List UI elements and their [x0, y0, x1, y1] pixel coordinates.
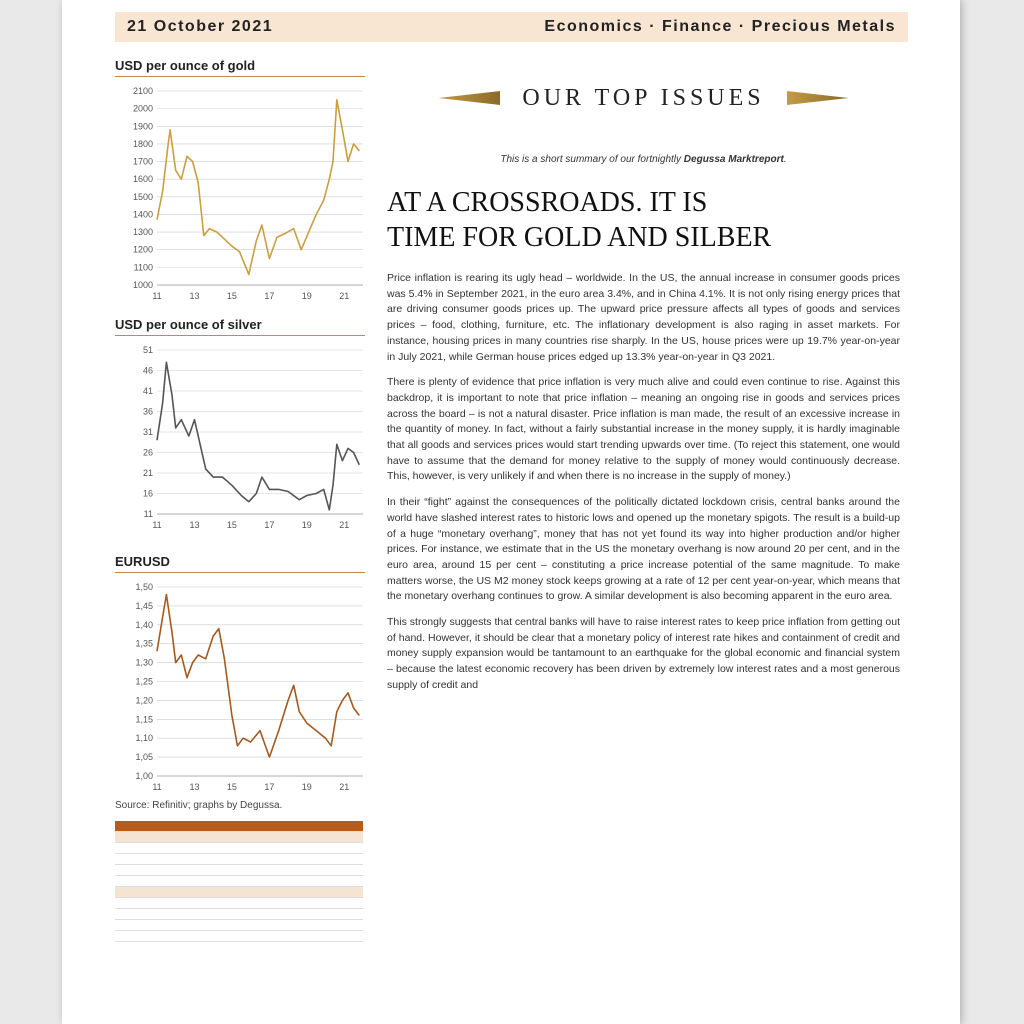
- top-issues-heading: OUR TOP ISSUES: [522, 84, 765, 111]
- y-tick-label: 1700: [132, 156, 153, 167]
- x-tick-label: 17: [264, 520, 275, 530]
- y-tick-label: 1800: [132, 138, 153, 149]
- top-issues-banner: [387, 80, 900, 116]
- y-tick-label: 11: [143, 509, 153, 519]
- x-tick-label: 21: [339, 520, 350, 530]
- y-tick-label: 36: [142, 406, 153, 417]
- table-row: [115, 854, 180, 865]
- header-topics: Economics · Finance · Precious Metals: [544, 18, 896, 35]
- x-tick-label: 11: [152, 291, 162, 301]
- page-header: [115, 12, 908, 42]
- intro-prefix: This is a short summary of our fortnightly: [500, 154, 684, 165]
- y-tick-label: 51: [142, 345, 153, 355]
- table-row: [115, 843, 180, 854]
- header-date: 21 October 2021: [127, 18, 274, 35]
- y-tick-label: 1,00: [135, 771, 153, 781]
- paragraph-2: There is plenty of evidence that price inflation is very much alive and could even continue to rise. Against this backdrop, it is important to note that price inflation – meaning an ongoing rise in goods and services prices across the board – is not a natural disaster. Price inflation is man made, the result of an excessive increase in the quantity of money. In fact, without a fairly substantial increase in the money supply, it is hardly imaginable that all goods and services prices would start trending upwards over time. (To reject this statement, one would have to assume that the demand for money relative to the supply of money would continuously decrease. This, however, is very unlikely if and when there is no increase in the supply of money.): [387, 376, 900, 483]
- y-tick-label: 46: [142, 365, 153, 376]
- right-arrow-ornament: [787, 91, 849, 105]
- y-tick-label: 1,40: [135, 619, 153, 630]
- y-tick-label: 26: [142, 447, 153, 458]
- article-headline: [387, 185, 900, 255]
- y-tick-label: 1400: [132, 209, 153, 220]
- y-tick-label: 1,30: [135, 657, 153, 668]
- charts-column: [115, 58, 371, 942]
- y-tick-label: 1,20: [135, 695, 153, 706]
- x-tick-label: 13: [189, 782, 200, 792]
- x-tick-label: 19: [301, 291, 312, 301]
- x-tick-label: 11: [152, 782, 162, 792]
- x-tick-label: 19: [301, 520, 312, 530]
- series-line: [157, 362, 359, 510]
- y-tick-label: 1500: [132, 191, 153, 202]
- y-tick-label: 1,25: [135, 676, 153, 687]
- y-tick-label: 1200: [132, 244, 153, 255]
- table-row: [115, 920, 180, 931]
- x-tick-label: 19: [301, 782, 312, 792]
- y-tick-label: 1300: [132, 227, 153, 238]
- x-tick-label: 15: [226, 291, 237, 301]
- x-tick-label: 17: [264, 782, 275, 792]
- y-tick-label: 1600: [132, 174, 153, 185]
- table-header-row: [115, 821, 363, 832]
- y-tick-label: 1,35: [135, 638, 153, 649]
- y-tick-label: 1,50: [135, 582, 153, 592]
- intro-line: [387, 154, 900, 165]
- silver-price-chart: [115, 336, 371, 536]
- y-tick-label: 21: [142, 468, 153, 478]
- intro-suffix: .: [783, 154, 787, 165]
- x-tick-label: 11: [152, 520, 162, 530]
- y-tick-label: 1,05: [135, 752, 153, 763]
- y-tick-label: 41: [142, 386, 153, 396]
- x-tick-label: 13: [189, 291, 200, 301]
- left-arrow-ornament: [438, 91, 500, 105]
- x-tick-label: 13: [189, 520, 200, 530]
- paragraph-3: In their “fight” against the consequences of the politically dictated lockdown crisis, central banks around the world have slashed interest rates to historic lows and opened up the monetary spigots. The result is a build-up of a huge “monetary overhang”, money that has not yet found its way into higher production and/or higher prices. For instance, we estimate that in the US the monetary overhang is now around 20 per cent, and in the euro area, around 15 per cent – constituting a price increase potential of the same magnitude. To make matters worse, the US M2 money stock keeps growing at a rate of 12 per cent year-on-year, which means that the monetary overhang continues to grow. A similar development is also becoming apparent in the euro area.: [387, 496, 900, 603]
- headline-line-2: TIME FOR GOLD AND SILBER: [387, 222, 772, 253]
- gold-price-chart: [115, 77, 371, 307]
- table-row: [115, 909, 180, 920]
- x-tick-label: 15: [226, 520, 237, 530]
- article-column: [387, 80, 900, 694]
- silver-chart-title: USD per ounce of silver: [115, 317, 365, 336]
- y-tick-label: 1,45: [135, 600, 153, 611]
- y-tick-label: 1,10: [135, 733, 153, 744]
- table-section-row: [115, 887, 363, 898]
- y-tick-label: 1100: [133, 262, 153, 273]
- table-row: [115, 898, 180, 909]
- x-tick-label: 17: [264, 291, 275, 301]
- eurusd-chart: [115, 573, 371, 798]
- table-row: [115, 865, 180, 876]
- y-tick-label: 1000: [132, 280, 153, 290]
- y-tick-label: 1900: [132, 121, 153, 132]
- y-tick-label: 1,15: [135, 714, 153, 725]
- paragraph-1: Price inflation is rearing its ugly head – worldwide. In the US, the annual increase in consumer goods prices was 5.4% in September 2021, in the euro area 3.4%, and in China 4.1%. It is not only rising energy prices that are driving consumer goods prices up. The upward price pressure affects all types of goods and services prices – food, clothing, furniture, etc. The inflationary development is also raging in asset markets. For instance, housing prices in many countries rise sharply. In the US, house prices were up 19.7% year-on-year in July 2021, while German house prices edged up 13.3% year-on-year in Q3 2021.: [387, 272, 900, 363]
- x-tick-label: 21: [339, 291, 350, 301]
- table-row: [115, 931, 180, 942]
- y-tick-label: 2100: [132, 86, 153, 96]
- precious-metals-table: [115, 821, 363, 942]
- gold-chart-title: USD per ounce of gold: [115, 58, 365, 77]
- chart-source-note: Source: Refinitiv; graphs by Degussa.: [115, 800, 283, 811]
- report-page: [62, 0, 960, 1024]
- table-row: [115, 876, 180, 887]
- x-tick-label: 21: [339, 782, 350, 792]
- eurusd-chart-title: EURUSD: [115, 554, 365, 573]
- table-section-row: [115, 832, 363, 843]
- y-tick-label: 16: [142, 488, 153, 499]
- headline-line-1: AT A CROSSROADS. IT IS: [387, 187, 708, 218]
- x-tick-label: 15: [226, 782, 237, 792]
- paragraph-4: This strongly suggests that central banks will have to raise interest rates to keep price inflation from getting out of hand. However, it should be clear that a monetary policy of interest rate hikes and containment of credit and money supply expansion would be tantamount to an earthquake for the global economic and financial system – because the latest economic recovery has been driven by extremely low interest rates and a most generous supply of credit and: [387, 616, 900, 691]
- y-tick-label: 2000: [132, 103, 153, 114]
- series-line: [157, 595, 359, 758]
- intro-brand: Degussa Marktreport: [683, 154, 784, 165]
- y-tick-label: 31: [142, 427, 153, 437]
